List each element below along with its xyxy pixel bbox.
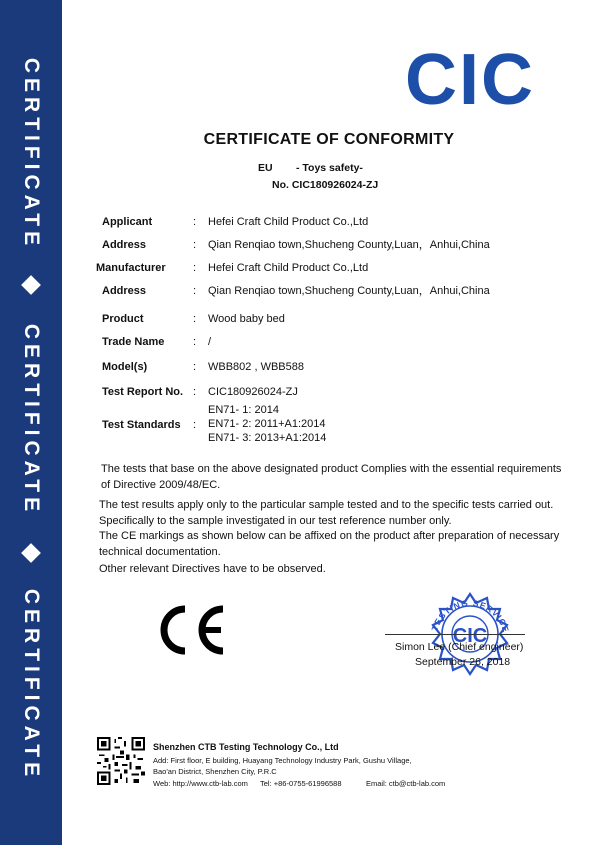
- qr-code-icon: [97, 737, 145, 785]
- sidebar-band: [0, 0, 62, 845]
- field-value: WBB802 , WBB588: [208, 361, 304, 373]
- ce-mark-icon: [155, 603, 231, 657]
- field-label: Address: [102, 285, 147, 297]
- colon: :: [193, 285, 197, 297]
- field-value: Hefei Craft Child Product Co.,Ltd: [208, 262, 369, 274]
- stamp-ring-text: TESTING SERVICE: [429, 597, 512, 634]
- field-models: [96, 359, 576, 375]
- field-value: Hefei Craft Child Product Co.,Ltd: [208, 216, 369, 228]
- colon: :: [193, 262, 197, 274]
- diamond-icon: [21, 543, 41, 563]
- colon: :: [193, 336, 197, 348]
- sidebar-word-middle: CERTIFICATE: [20, 323, 43, 517]
- scope-statement: The test results apply only to the particular sample tested and to the specific tests carried out. Specifically to the sample investigated in our test reference number only.: [99, 499, 554, 527]
- signature-date: September 26, 2018: [415, 656, 511, 668]
- field-value: CIC180926024-ZJ: [208, 386, 298, 398]
- field-test-report: [96, 384, 576, 400]
- colon: :: [193, 361, 197, 373]
- sidebar-word-bottom: CERTIFICATE: [20, 588, 43, 782]
- colon: :: [193, 216, 197, 228]
- field-label: Test Standards: [102, 419, 181, 431]
- field-address-manufacturer: [96, 283, 576, 299]
- field-address-applicant: [96, 237, 576, 253]
- sidebar-word-top: CERTIFICATE: [20, 57, 43, 251]
- field-label: Manufacturer: [96, 262, 166, 274]
- region: EU: [258, 162, 273, 174]
- field-label: Model(s): [102, 361, 148, 373]
- other-directives-note: Other relevant Directives have to be observed.: [99, 563, 326, 575]
- footer-address-line-2: Bao'an District, Shenzhen City, P.R.C: [153, 767, 277, 776]
- footer-address-line-1: Add: First floor, E building, Huayang Technology Industry Park, Gushu Village,: [153, 756, 412, 765]
- colon: :: [193, 239, 197, 251]
- field-product: [96, 311, 576, 327]
- compliance-statement: The tests that base on the above designated product Complies with the essential requirements of Directive 2009/48/EC.: [101, 463, 562, 491]
- category: - Toys safety-: [296, 162, 363, 174]
- standard-item: EN71- 1: 2014: [208, 404, 279, 416]
- field-label: Product: [102, 313, 144, 325]
- field-label: Trade Name: [102, 336, 165, 348]
- stamp-center-text: CIC: [452, 625, 488, 647]
- field-manufacturer: [96, 260, 576, 276]
- ce-marking-statement: The CE markings as shown below can be affixed on the product after preparation of necessary technical documentation.: [99, 530, 560, 558]
- field-test-standards: [96, 417, 576, 433]
- field-applicant: [96, 214, 576, 230]
- colon: :: [193, 313, 197, 325]
- field-value: Wood baby bed: [208, 313, 285, 325]
- field-value: /: [208, 336, 212, 348]
- testing-service-stamp-icon: [418, 588, 522, 688]
- field-value: Qian Renqiao town,Shucheng County,Luan，Anhui,China: [208, 239, 490, 251]
- footer-tel: Tel: +86-0755-61996588: [260, 779, 342, 788]
- footer-email: Email: ctb@ctb-lab.com: [366, 779, 446, 788]
- colon: :: [193, 419, 197, 431]
- standard-item: EN71- 2: 2011+A1:2014: [208, 418, 326, 430]
- standard-item: EN71- 3: 2013+A1:2014: [208, 432, 327, 444]
- certificate-title: CERTIFICATE OF CONFORMITY: [203, 131, 455, 148]
- field-label: Applicant: [102, 216, 153, 228]
- certificate-number: No. CIC180926024-ZJ: [272, 179, 379, 191]
- signatory-name: Simon Lee (Chief engineer): [395, 641, 524, 653]
- field-label: Test Report No.: [102, 386, 184, 398]
- field-value: Qian Renqiao town,Shucheng County,Luan，Anhui,China: [208, 285, 490, 297]
- diamond-icon: [21, 275, 41, 295]
- colon: :: [193, 386, 197, 398]
- footer-web: Web: http://www.ctb-lab.com: [153, 779, 248, 788]
- cic-logo: CIC: [405, 40, 535, 120]
- footer-company: Shenzhen CTB Testing Technology Co., Ltd: [153, 742, 339, 752]
- signature-line: [385, 634, 525, 635]
- field-trade-name: [96, 334, 576, 350]
- field-label: Address: [102, 239, 147, 251]
